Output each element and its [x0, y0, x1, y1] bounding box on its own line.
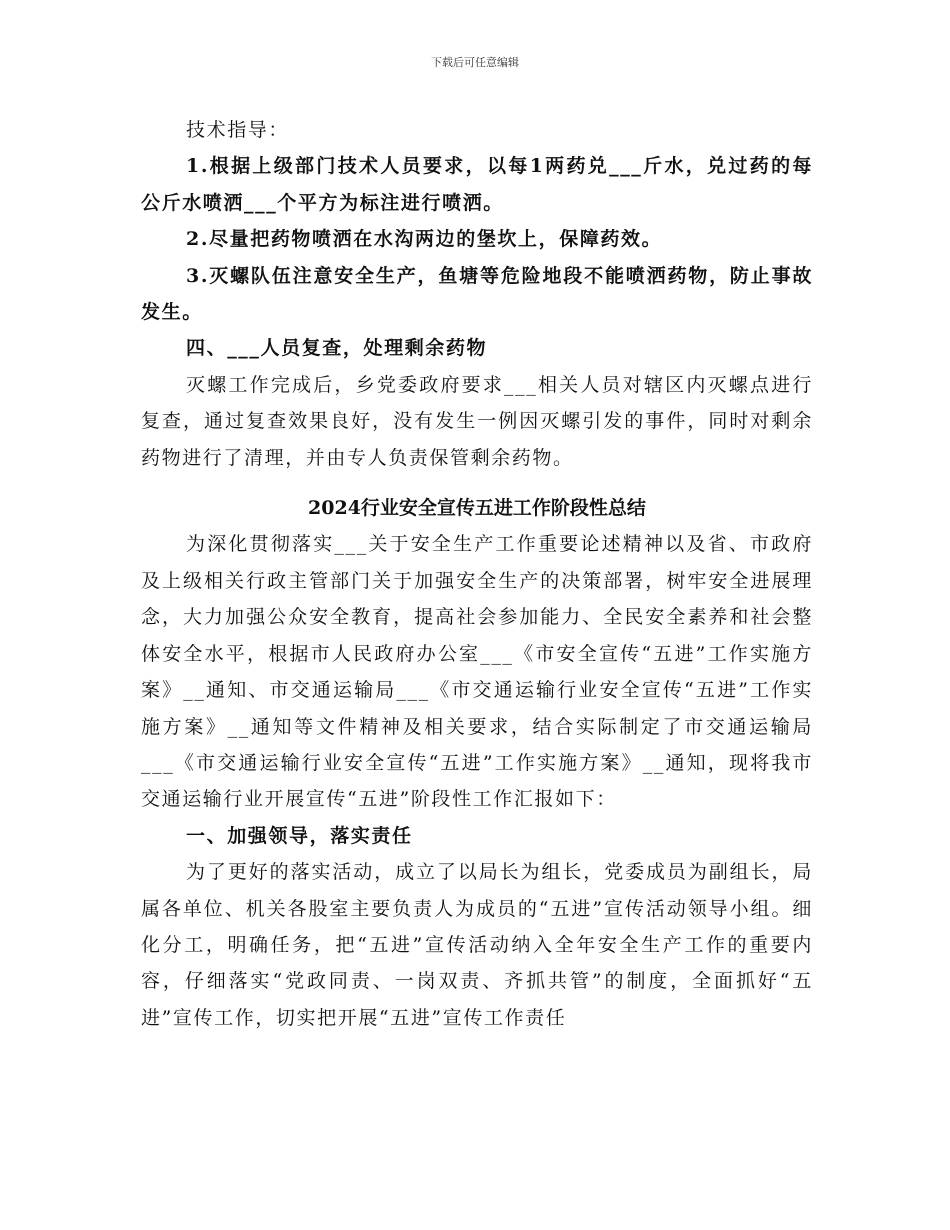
- document-title: 2024行业安全宣传五进工作阶段性总结: [308, 497, 646, 520]
- paragraph-recheck: 灭螺工作完成后，乡党委政府要求___相关人员对辖区内灭螺点进行复查，通过复查效果良好，没有发生一例因灭螺引发的事件，同时对剩余药物进行了清理，并由专人负责保管剩余药物。: [141, 373, 813, 469]
- tech-item-2: 2.尽量把药物喷洒在水沟两边的堡坎上，保障药效。: [186, 228, 663, 251]
- intro-paragraph: 为深化贯彻落实___关于安全生产工作重要论述精神以及省、市政府及上级相关行政主管部门关于加强安全生产的决策部署，树牢安全进展理念，大力加强公众安全教育，提高社会参加能力、全民安全素养和社会整体安全水平，根据市人民政府办公室___《市安全宣传“五进”工作实施方案》__通知、市交通运输局___《市交通运输行业安全宣传“五进”工作实施方案》__通知等文件精神及相关要求，结合实际制定了市交通运输局___《市交通运输行业安全宣传“五进”工作实施方案》__通知，现将我市交通运输行业开展宣传“五进”阶段性工作汇报如下：: [141, 533, 813, 811]
- section-heading-1: 一、加强领导，落实责任: [186, 824, 413, 847]
- tech-guidance-heading: 技术指导：: [186, 119, 290, 141]
- paragraph-leadership: 为了更好的落实活动，成立了以局长为组长，党委成员为副组长，局属各单位、机关各股室主要负责人为成员的“五进”宣传活动领导小组。细化分工，明确任务，把“五进”宣传活动纳入全年安全生产工作的重要内容，仔细落实“党政同责、一岗双责、齐抓共管”的制度，全面抓好“五进”宣传工作，切实把开展“五进”宣传工作责任: [141, 861, 813, 1029]
- tech-item-3: 3.灭螺队伍注意安全生产，鱼塘等危险地段不能喷洒药物，防止事故发生。: [141, 264, 813, 324]
- section-heading-4: 四、___人员复查，处理剩余药物: [186, 337, 488, 360]
- page-header: 下载后可任意编辑: [431, 56, 519, 69]
- document-body: [141, 112, 813, 1036]
- tech-item-1: 1.根据上级部门技术人员要求，以每1两药兑___斤水，兑过药的每公斤水喷洒___个平方为标注进行喷洒。: [141, 155, 813, 214]
